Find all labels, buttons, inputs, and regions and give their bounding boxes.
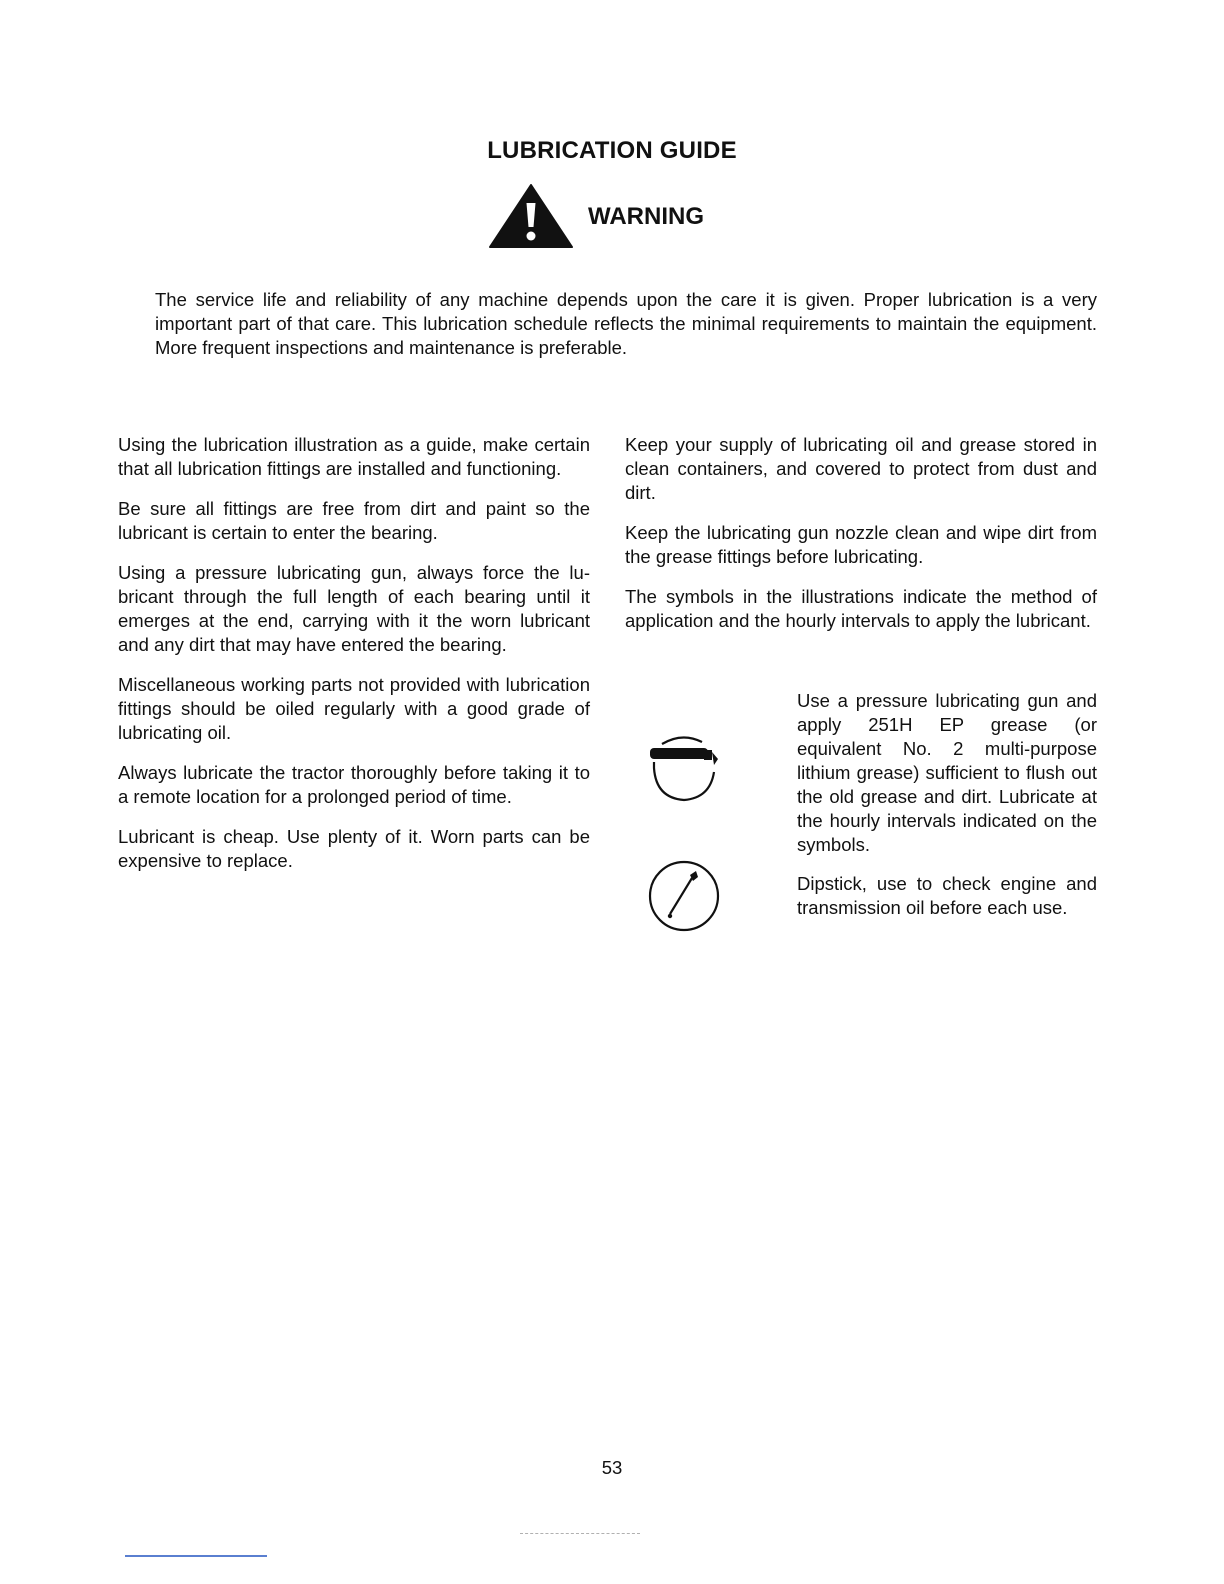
intro-paragraph: The service life and reliability of any machine depends upon the care it is given. Proper lubrication is a very important part of that care. This lubrication schedule reflects the minimal requirements to maintain the equipment. More frequent inspections and maintenance is preferable. bbox=[155, 289, 1097, 358]
left-paragraph: Using a pressure lubricating gun, always force the lubricant through the full length of each bearing until it emerges at the end, carrying with it the worn lubricant and any dirt that may have entered the bearing. bbox=[118, 562, 590, 655]
left-paragraph: Miscellaneous working parts not provided with lubrication fittings should be oiled regularly with a good grade of lubricating oil. bbox=[118, 674, 590, 743]
page-number: 53 bbox=[601, 1457, 623, 1478]
warning-label: WARNING bbox=[588, 203, 704, 230]
dipstick-description: Dipstick, use to check engine and transmission oil before each use. bbox=[797, 873, 1097, 918]
right-paragraph: Keep your supply of lubricating oil and grease stored in clean containers, and covered to protect from dust and dirt. bbox=[625, 434, 1097, 503]
dipstick-icon bbox=[646, 858, 722, 934]
left-paragraph: Always lubricate the tractor thoroughly before taking it to a remote location for a prolonged period of time. bbox=[118, 762, 590, 807]
right-paragraph: The symbols in the illustrations indicate the method of application and the hourly intervals to apply the lubricant. bbox=[625, 586, 1097, 631]
left-paragraph: Lubricant is cheap. Use plenty of it. Worn parts can be expensive to replace. bbox=[118, 826, 590, 871]
grease-gun-icon bbox=[644, 728, 724, 804]
right-column bbox=[625, 433, 1097, 649]
left-paragraph: Be sure all fittings are free from dirt and paint so the lubricant is certain to enter the bearing. bbox=[118, 498, 590, 543]
scan-artifact-bar bbox=[125, 1555, 267, 1557]
page-title: LUBRICATION GUIDE bbox=[487, 137, 737, 164]
warning-header bbox=[488, 183, 704, 249]
warning-triangle-icon bbox=[488, 183, 574, 249]
scan-artifact-line bbox=[520, 1533, 640, 1535]
left-paragraph: Using the lubrication illustration as a guide, make certain that all lubrication fittings are installed and functioning. bbox=[118, 434, 590, 479]
left-column bbox=[118, 433, 590, 889]
right-paragraph: Keep the lubricating gun nozzle clean and wipe dirt from the grease fittings before lubricating. bbox=[625, 522, 1097, 567]
grease-gun-description: Use a pressure lubricating gun and apply 251H EP grease (or equivalent No. 2 multi-purpose lithium grease) sufficient to flush out the old grease and dirt. Lubricate at the hourly intervals indicated on the symbols. bbox=[797, 690, 1097, 855]
